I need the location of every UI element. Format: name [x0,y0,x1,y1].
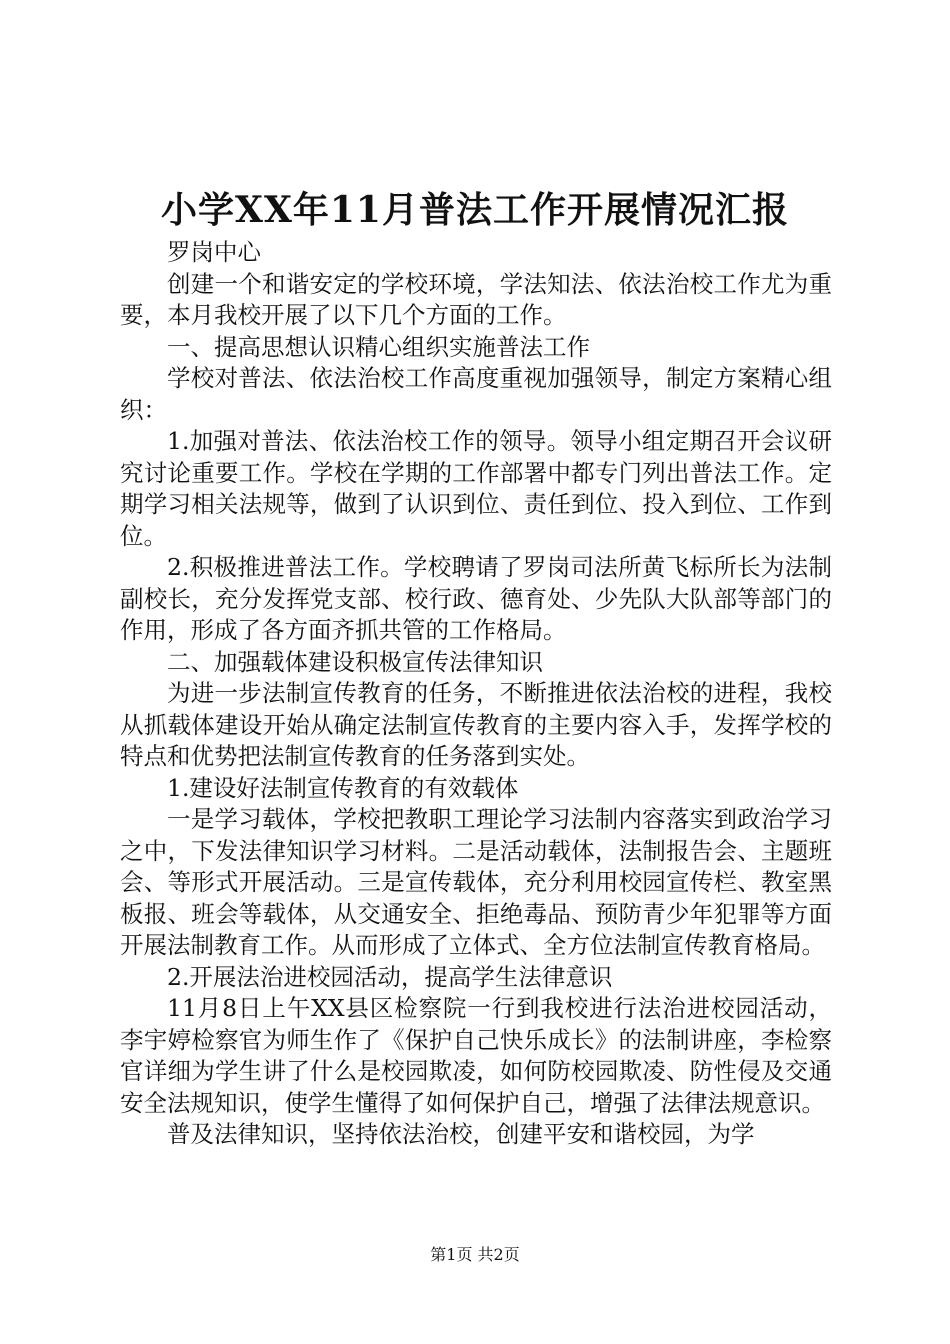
section-heading: 一、提高思想认识精心组织实施普法工作 [167,332,590,361]
document-title: 小学XX年11月普法工作开展情况汇报 [161,189,789,231]
body-paragraph: 1.加强对普法、依法治校工作的领导。领导小组定期召开会议研究讨论重要工作。学校在学期的工作部署中都专门列出普法工作。定期学习相关法规等，做到了认识到位、责任到位、投入到位、工作到位。 [120,427,832,550]
body-paragraph: 普及法律知识，坚持依法治校，创建平安和谐校园，为学 [167,1120,755,1148]
document-body [120,237,832,1151]
body-paragraph: 为进一步法制宣传教育的任务，不断推进依法治校的进程，我校从抓载体建设开始从确定法制宣传教育的主要内容入手，发挥学校的特点和优势把法制宣传教育的任务落到实处。 [120,679,832,770]
body-paragraph: 11月8日上午XX县区检察院一行到我校进行法治进校园活动，李宇婷检察官为师生作了《保护自己快乐成长》的法制讲座，李检察官详细为学生讲了什么是校园欺凌，如何防校园欺凌、防性侵及交通安全法规知识，使学生懂得了如何保护自己，增强了法律法规意识。 [120,994,832,1117]
body-paragraph: 一是学习载体，学校把教职工理论学习法制内容落实到政治学习之中，下发法律知识学习材料。二是活动载体，法制报告会、主题班会、等形式开展活动。三是宣传载体，充分利用校园宣传栏、教室黑板报、班会等载体，从交通安全、拒绝毒品、预防青少年犯罪等方面开展法制教育工作。从而形成了立体式、全方位法制宣传教育格局。 [120,805,832,959]
subsection-heading: 2.开展法治进校园活动，提高学生法律意识 [167,962,613,991]
body-paragraph: 创建一个和谐安定的学校环境，学法知法、依法治校工作尤为重要，本月我校开展了以下几个方面的工作。 [120,269,832,329]
page-number-footer: 第1页 共2页 [430,1245,520,1264]
body-paragraph: 2.积极推进普法工作。学校聘请了罗岗司法所黄飞标所长为法制副校长，充分发挥党支部、校行政、德育处、少先队大队部等部门的作用，形成了各方面齐抓共管的工作格局。 [120,553,832,644]
author-line: 罗岗中心 [167,238,261,266]
subsection-heading: 1.建设好法制宣传教育的有效载体 [167,773,519,802]
body-paragraph: 学校对普法、依法治校工作高度重视加强领导，制定方案精心组织： [120,364,832,424]
section-heading: 二、加强载体建设积极宣传法律知识 [167,647,543,676]
